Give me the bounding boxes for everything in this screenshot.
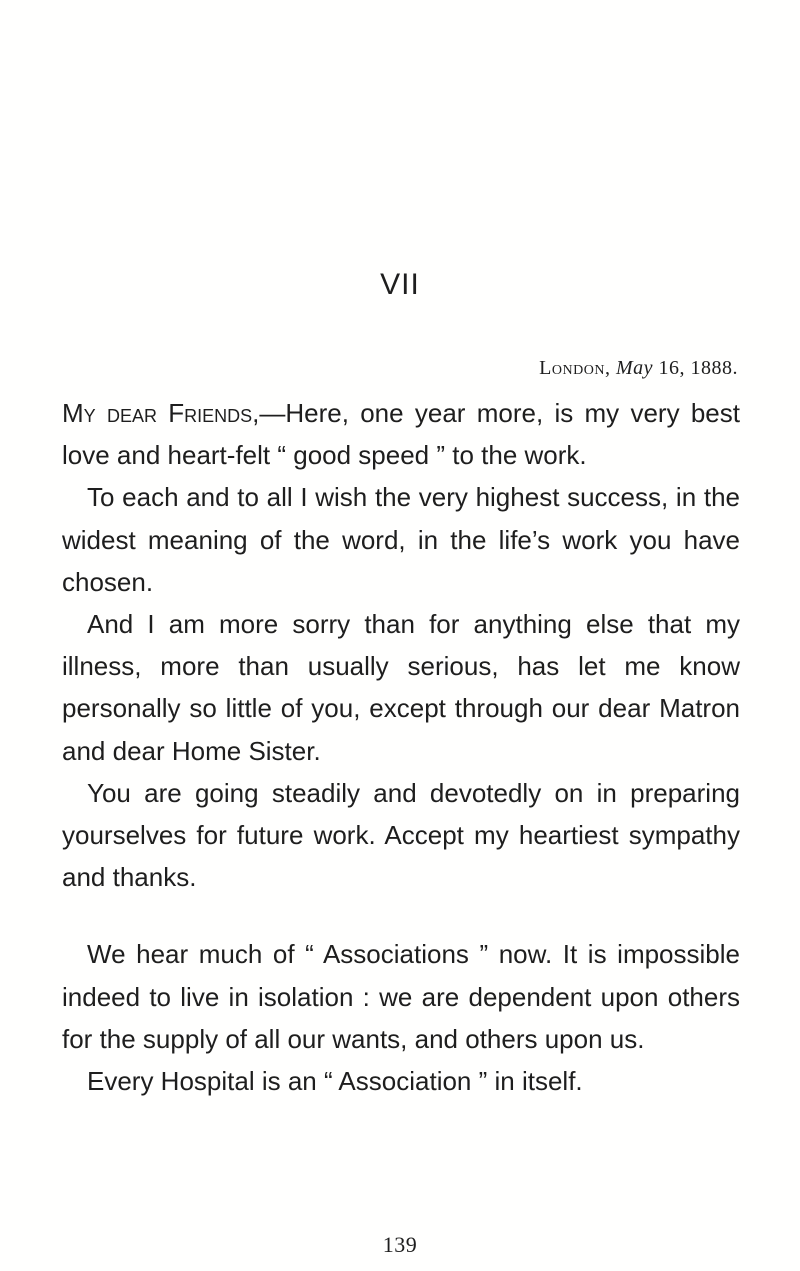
dateline-place: London, [539,357,611,379]
paragraph-1: To each and to all I wish the very highest success, in the widest meaning of the word, in the life’s work you have chosen. [62,482,740,597]
page-number: 139 [382,1232,418,1257]
paragraph-5: Every Hospital is an “ Association ” in itself. [87,1066,583,1097]
letter-dateline [539,357,738,380]
chapter-number: VII [380,268,420,301]
salutation-paragraph [62,392,740,476]
salutation-rest: —Here, one year more, is my very best love and heart-felt “ good speed ” to the work. [62,398,740,471]
dateline-day-year: 16, 1888. [658,357,738,379]
paragraph-3: You are going steadily and devotedly on in preparing yourselves for future work. Accept my heartiest sympathy and thanks. [62,777,740,893]
dateline-month: May [615,357,653,379]
paragraph-4: We hear much of “ Associations ” now. It is impossible indeed to live in isolation : we are dependent upon others for the supply of all our wants, and others upon us. [62,939,740,1054]
letter-body [62,392,740,1102]
paragraph-2: And I am more sorry than for anything else that my illness, more than usually serious, has let me know personally so little of you, except through our dear Matron and dear Home Sister. [62,609,740,766]
salutation-opening: My dear Friends, [62,398,260,428]
